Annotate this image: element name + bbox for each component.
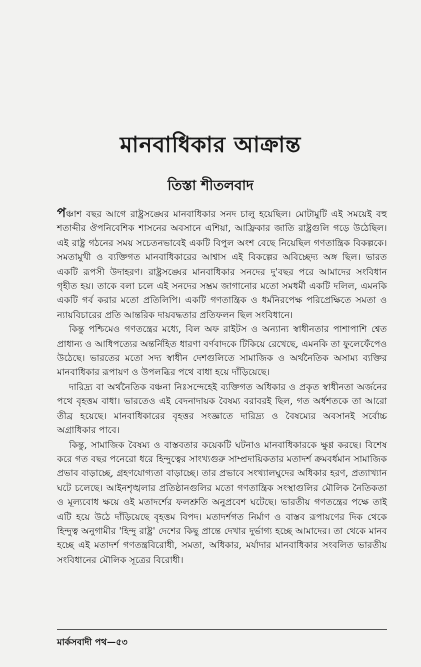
article-title: মানবাধিকার আক্রান্ত bbox=[119, 132, 302, 158]
author-name: তিস্তা শীতলবাদ bbox=[167, 178, 254, 194]
paragraph-3: দারিদ্র্য বা অর্থনৈতিক বঞ্চনা নিঃসন্দেহেই ব্যক্তিগত অধিকার ও প্রকৃত স্বাধীনতা অর্জনের পথে বৃহত্তম বাধা। ভারতেও এই বেদনাদায়ক বৈষম্য বরাবরই ছিল, গত অর্ধশতকে তা আরো তীব্র হয়েছে। মানবাধিকারের বৃহত্তর সংজ্ঞাতে দারিদ্র্য ও বৈষম্যের অবসানই সর্বোচ্চ অগ্রাধিকার পাবে। bbox=[57, 382, 387, 437]
article-body bbox=[57, 207, 387, 568]
page-footer: মার্কসবাদী পথ—৫৩ bbox=[57, 638, 128, 648]
footer-rule bbox=[57, 629, 387, 630]
drop-cap: প bbox=[57, 206, 66, 221]
paragraph-4: কিন্তু, সামাজিক বৈষম্য ও বাস্তবতার কয়েকটি ঘটনাও মানবাধিকারকে ক্ষুণ্ণ করছে। বিশেষ করে গত বছর পনেরো ধরে হিন্দুত্বের সাংখ্যগুরু সাম্প্রদায়িকতার মতাদর্শ ক্রমবর্ধমান সামাজিক প্রভাব বাড়াচ্ছে, গ্রহণযোগ্যতা বাড়াচ্ছে। তার প্রভাবে সংখ্যালঘুদের অধিকার হরণ, প্রত্যাখ্যান ঘটে চলেছে। আইনশৃঙ্খলার প্রতিষ্ঠানগুলির মতো গণতান্ত্রিক সংস্থাগুলির মৌলিক নৈতিকতা ও মূল্যবোধ ক্ষয়ে ওই মতাদর্শের ফলশ্রুতি অনুপ্রবেশ ঘটেছে। ভারতীয় গণতন্ত্রের পক্ষে তাই এটি হয়ে উঠে দাঁড়িয়েছে বৃহত্তম বিপদ। মতাদর্শগত নির্মাণ ও বাস্তব রূপায়ণের দিক থেকে হিন্দুত্ব অনুগামীর 'হিন্দু রাষ্ট্র' দেশের কিছু প্রান্তে দেখার দুর্ভাগ্য হচ্ছে আমাদের। তা থেকে মানব হচ্ছে এই মতাদর্শ গণতন্ত্রবিরোধী, সমতা, অধিকার, মর্যাদার মানবাধিকার সংবলিত ভারতীয় সংবিধানের মৌলিক সূত্রের বিরোধী। bbox=[57, 440, 387, 566]
paragraph-text: ঞ্চাশ বছর আগে রাষ্ট্রসঙ্ঘের মানবাধিকার সনদ চালু হয়েছিল। মোটামুটি এই সময়েই বহু শতাব্দীর ঔপনিবেশিক শাসনের অবসানে এশিয়া, আফ্রিকার জাতি রাষ্ট্রগুলি গড়ে উঠেছিল। এই রাষ্ট্র গঠনের সময় সচেতনভাবেই একটি বিপুল অংশ বেছে নিয়েছিল গণতান্ত্রিক বিকল্পকে। সমতামুখী ও ব্যক্তিগত মানবাধিকারের আশ্বাস এই বিকল্পের অবিচ্ছেদ্য অঙ্গ ছিল। ভারত একটি রূপসী উদাহরণ। রাষ্ট্রসঙ্ঘের মানবাধিকার সনদের দু'বছর পরে আমাদের সংবিধান গৃহীত হয়। তাকে বলা চলে এই সনদের সম্ভ্রম জাগানোর মতো সমধর্মী একটি দলিল, এমনকি একটি গর্ব করার মতো প্রতিলিপি। একটি গণতান্ত্রিক ও ধর্মনিরপেক্ষ পরিপ্রেক্ষিতে সমতা ও ন্যায়বিচারের প্রতি আন্তরিক দায়বদ্ধতার প্রতিফলন ছিল সংবিধানে। bbox=[57, 210, 387, 321]
paragraph-2: কিন্তু পশ্চিমেও গণতন্ত্রের মধ্যে, বিল অফ রাইটস ও অন্যান্য স্বাধীনতার পাশাপাশি শ্বেত প্রাধান্য ও আধিপত্যের অন্তর্নিহিত ধারণা বর্ণবাদকে টিকিয়ে রেখেছে, এমনকি তা ফুলেফেঁপেও উঠেছে। ভারতের মতো সদ্য স্বাধীন দেশগুলিতে সামাজিক ও অর্থনৈতিক অসাম্য ব্যক্তির মানবাধিকার রূপায়ণ ও উপলব্ধির পথে বাধা হয়ে দাঁড়িয়েছে। bbox=[57, 325, 387, 379]
paragraph-1 bbox=[57, 207, 387, 323]
